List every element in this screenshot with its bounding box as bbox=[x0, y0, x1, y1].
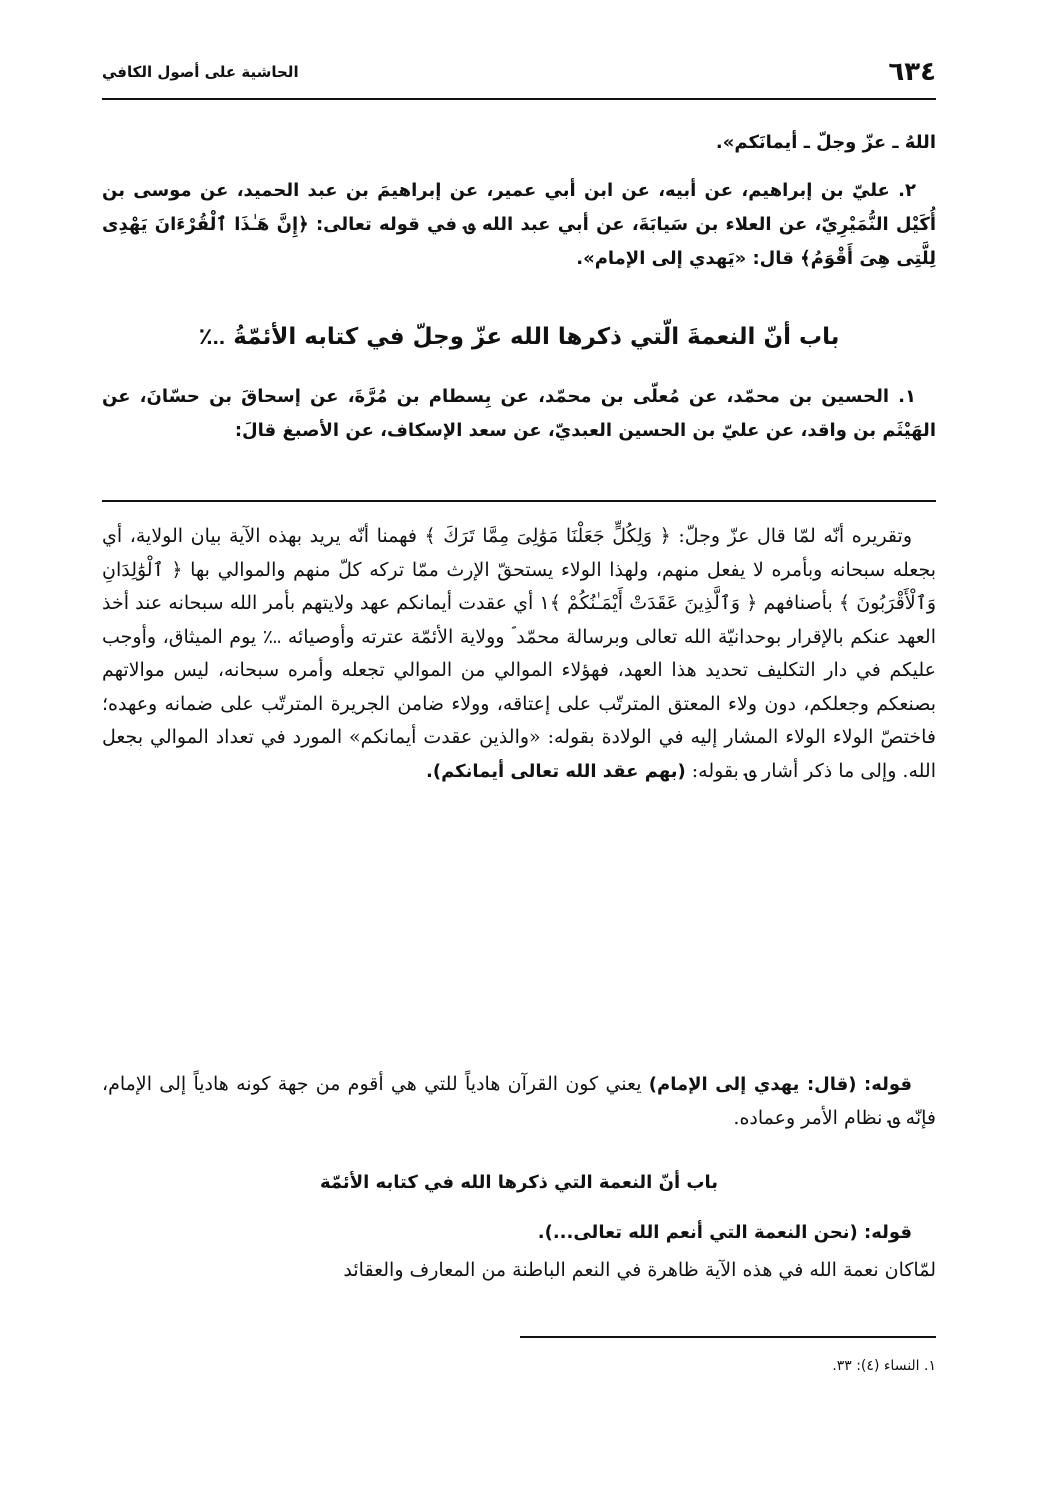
qawl-1-label: قوله: (قال: يهدي إلى الإمام) bbox=[648, 1074, 912, 1095]
header-rule bbox=[102, 98, 936, 100]
footnote: ١. النساء (٤): ٣٣. bbox=[832, 1358, 936, 1374]
qawl-1-text: يعني كون القرآن هادياً للتي هي أقوم من جهة كونه هادياً إلى الإمام، فإنّه ؈ نظام الأمر وعماده. bbox=[102, 1073, 936, 1129]
page-header bbox=[102, 54, 936, 90]
page-number: ٦٣٤ bbox=[888, 57, 936, 87]
commentary-paragraph bbox=[102, 520, 936, 788]
commentary-last-line: لمّاكان نعمة الله في هذه الآية ظاهرة في النعم الباطنة من المعارف والعقائد bbox=[343, 1259, 936, 1281]
hadith-third: ١. الحسين بن محمّد، عن مُعلّى بن محمّد، عن بِسطام بن مُرَّةَ، عن إسحاقَ بن حسّانَ، عن الهَيْثَم بن واقد، عن عليّ بن الحسين العبديّ، عن سعد الإسكاف، عن الأصبغ قالَ: bbox=[102, 386, 936, 441]
footnote-rule bbox=[520, 1336, 936, 1338]
hadith-second: ٢. عليّ بن إبراهيم، عن أبيه، عن ابن أبي عمير، عن إبراهيمَ بن عبد الحميد، عن موسى بن أُكَيْل النُّمَيْرِيّ، عن العلاء بن سَيابَةَ، عن أبي عبد الله ؈ في قوله تعالى: ﴿إِنَّ هَـٰذَا ٱلْقُرْءَانَ يَهْدِى لِلَّتِى هِىَ أَقْوَمُ﴾ قال: «يَهدي إلى الإمام». bbox=[102, 180, 936, 269]
qawl-paragraph-1 bbox=[102, 1068, 936, 1135]
section-separator bbox=[102, 500, 936, 502]
commentary-bold-quote: (بهم عقد الله تعالى أيمانكم). bbox=[426, 760, 686, 782]
book-page bbox=[102, 40, 936, 1480]
commentary-text: وتقريره أنّه لمّا قال عزّ وجلّ: ﴿ وَلِكُلٍّ جَعَلْنَا مَوَٰلِىَ مِمَّا تَرَكَ ﴾ فهمنا أنّه يريد بهذه الآية بيان الولاية، أي بجعله سبحانه وبأمره لا يفعل منهم، ولهذا الولاء يستحقّ الإرث ممّا تركه كلّ منهم والموالي بها ﴿ ٱلْوَٰلِدَانِ وَٱلْأَقْرَبُونَ ﴾ بأصنافهم ﴿ وَٱلَّذِينَ عَقَدَتْ أَيْمَـٰنُكُمْ ﴾١ أي عقدت أيمانكم عهد ولايتهم بأمر الله سبحانه عند أخذ العهد عنكم بالإقرار بوحدانيّة الله تعالى وبرسالة محمّد ؐ وولاية الأئمّة عترته وأوصيائه ؊ يوم الميثاق، وأوجب عليكم في دار التكليف تحديد هذا العهد، فهؤلاء الموالي من الموالي تجعله وأمره سبحانه، ليس موالاتهم بصنعكم وجعلكم، دون ولاء المعتق المترتّب على إعتاقه، وولاء ضامن الجريرة المترتّب على ضمانه وعهده؛ فاختصّ الولاء الولاء المشار إليه في الولادة بقوله: «والذين عقدت أيمانكم» المورد في تعداد الموالي بجعل الله. وإلى ما ذكر أشار ؈ بقوله: bbox=[102, 525, 937, 782]
chapter-heading: باب أنّ النعمةَ الّتي ذكرها الله عزّ وجلّ في كتابه الأئمّةُ ؊ bbox=[198, 324, 840, 350]
qawl-2: قوله: (نحن النعمة التي أنعم الله تعالى...). bbox=[537, 1222, 912, 1243]
hadith-continuation: اللهُ ـ عزّ وجلّ ـ أيمانَكم». bbox=[715, 132, 936, 153]
running-title: الحاشية على أصول الكافي bbox=[102, 63, 299, 81]
sub-heading: باب أنّ النعمة التي ذكرها الله في كتابه الأئمّة bbox=[319, 1172, 719, 1193]
